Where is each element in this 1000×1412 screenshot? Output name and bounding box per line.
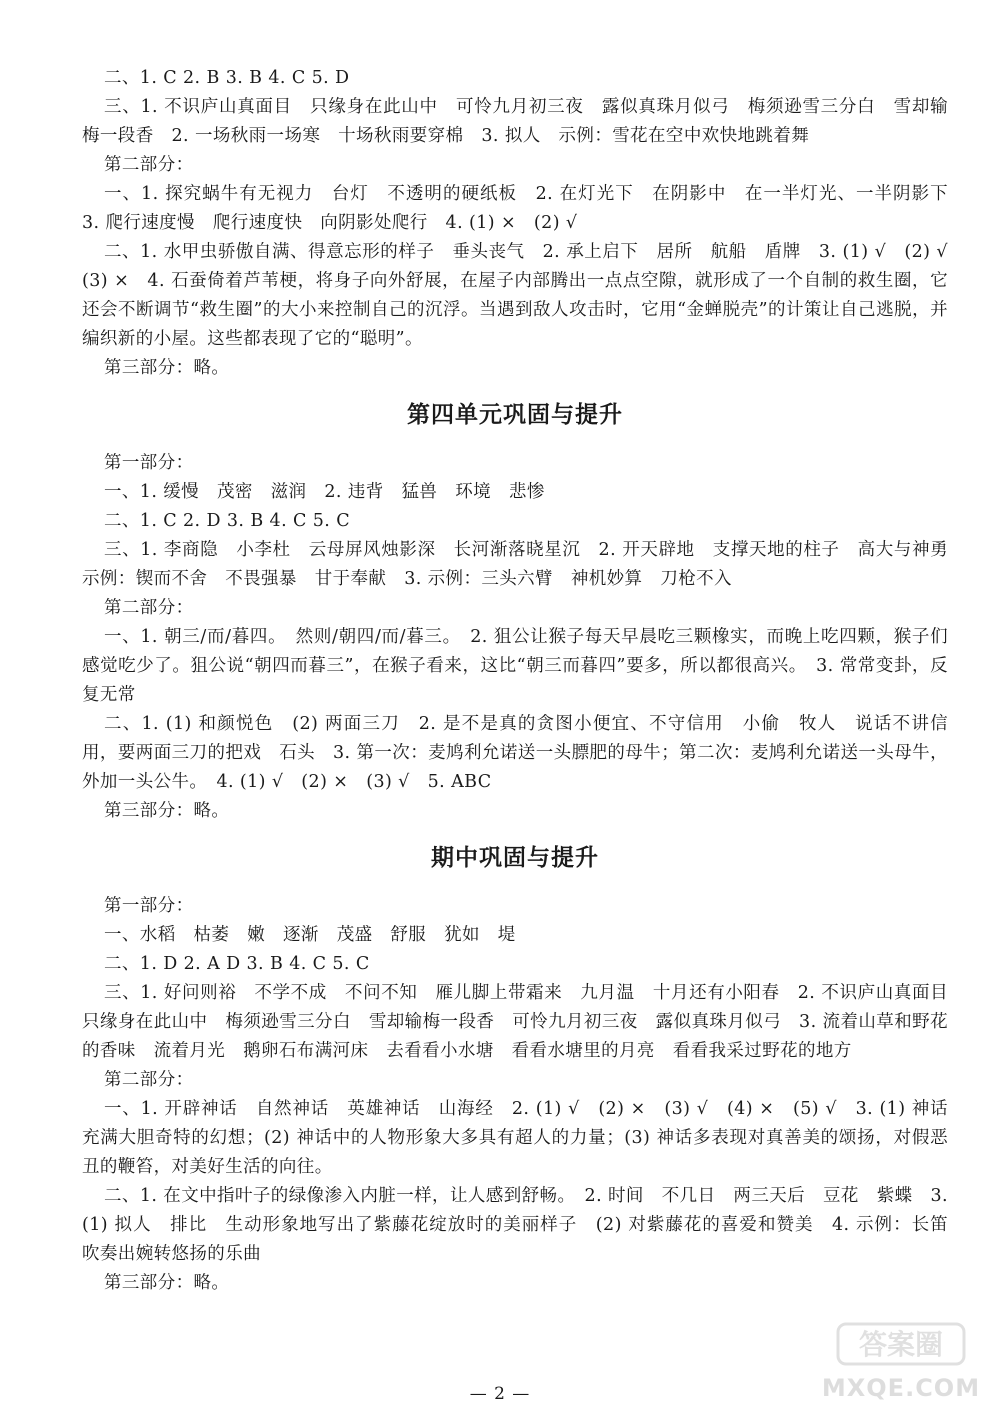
answer-line: 第二部分：	[104, 1070, 194, 1090]
answer-line: 第一部分：	[104, 453, 194, 473]
watermark-logo	[836, 1320, 966, 1368]
answer-line: 一、1. 朝三/而/暮四。 然则/朝四/而/暮三。 2. 狙公让猴子每天早晨吃三颗橡实，而晚上吃四颗，猴子们感觉吃少了。狙公说“朝四而暮三”，在猴子看来，这比“朝三而暮四”要多，所以都很高兴。 3. 常常变卦，反复无常	[82, 627, 948, 705]
section-heading: 期中巩固与提升	[431, 845, 599, 871]
watermark-logo-text: 答案圈	[858, 1328, 944, 1361]
section-heading: 第四单元巩固与提升	[407, 402, 623, 428]
answer-line: 第二部分：	[104, 155, 194, 175]
answer-line: 二、1. 在文中指叶子的绿像渗入内脏一样，让人感到舒畅。 2. 时间 不几日 两三天后 豆花 紫蝶 3. (1) 拟人 排比 生动形象地写出了紫藤花绽放时的美丽样子 (2) 对紫藤花的喜爱和赞美 4. 示例：长笛 吹奏出婉转悠扬的乐曲	[82, 1186, 966, 1264]
answer-line: 二、1. D 2. A D 3. B 4. C 5. C	[104, 954, 370, 974]
answer-line: 二、1. C 2. D 3. B 4. C 5. C	[104, 511, 351, 531]
watermark	[816, 1320, 986, 1402]
answer-line: 三、1. 不识庐山真面目 只缘身在此山中 可怜九月初三夜 露似真珠月似弓 梅须逊雪三分白 雪却输梅一段香 2. 一场秋雨一场寒 十场秋雨要穿棉 3. 拟人 示例：雪花在空中欢快地跳着舞	[82, 97, 948, 146]
answer-line: 三、1. 李商隐 小李杜 云母屏风烛影深 长河渐落晓星沉 2. 开天辟地 支撑天地的柱子 高大与神勇 示例：锲而不舍 不畏强暴 甘于奉献 3. 示例：三头六臂 神机妙算 刀枪不入	[82, 540, 966, 589]
answer-line: 第三部分：略。	[104, 358, 230, 378]
answer-line: 一、1. 开辟神话 自然神话 英雄神话 山海经 2. (1) √ (2) × (3) √ (4) × (5) √ 3. (1) 神话充满大胆奇特的幻想；(2) 神话中的人物形象大多具有超人的力量；(3) 神话多表现对真善美的颂扬，对假恶丑的鞭笞，对美好生活的向往。	[82, 1099, 948, 1177]
watermark-text: MXQE.COM	[821, 1374, 981, 1402]
answer-line: 第三部分：略。	[104, 1273, 230, 1293]
answer-line: 一、1. 探究蜗牛有无视力 台灯 不透明的硬纸板 2. 在灯光下 在阴影中 在一半灯光、一半阴影下 3. 爬行速度慢 爬行速度快 向阴影处爬行 4. (1) × (2) √	[82, 184, 966, 233]
answer-line: 一、1. 缓慢 茂密 滋润 2. 违背 猛兽 环境 悲惨	[104, 482, 545, 502]
page-number: — 2 —	[469, 1384, 531, 1404]
answer-line: 第三部分：略。	[104, 801, 230, 821]
answer-line: 第二部分：	[104, 598, 194, 618]
page-content	[82, 64, 966, 1298]
answer-line: 三、1. 好问则裕 不学不成 不问不知 雁儿脚上带霜来 九月温 十月还有小阳春 2. 不识庐山真面目 只缘身在此山中 梅须逊雪三分白 雪却输梅一段香 可怜九月初三夜 露似真珠月似弓 3. 流着山草和野花的香味 流着月光 鹅卵石布满河床 去看看小水塘 看看水塘里的月亮 看看我采过野花的地方	[82, 983, 966, 1061]
answer-line: 第一部分：	[104, 896, 194, 916]
answer-line: 二、1. C 2. B 3. B 4. C 5. D	[104, 68, 350, 88]
answer-line: 二、1. (1) 和颜悦色 (2) 两面三刀 2. 是不是真的贪图小便宜、不守信用 小偷 牧人 说话不讲信用，要两面三刀的把戏 石头 3. 第一次：麦鸠利允诺送一头膘肥的母牛；第二次：麦鸠利允诺送一头母牛，外加一头公牛。 4. (1) √ (2) × (3) √ 5. ABC	[82, 714, 948, 792]
answer-line: 一、水稻 枯萎 嫩 逐渐 茂盛 舒服 犹如 堤	[104, 925, 516, 945]
answer-line: 二、1. 水甲虫骄傲自满、得意忘形的样子 垂头丧气 2. 承上启下 居所 航船 盾牌 3. (1) √ (2) √ (3) × 4. 石蚕倚着芦苇梗，将身子向外舒展，在屋子内部腾出一点点空隙，就形成了一个自制的救生圈，它还会不断调节“救生圈”的大小来控制自己的沉浮。当遇到敌人攻击时，它用“金蝉脱壳”的计策让自己逃脱，并编织新的小屋。这些都表现了它的“聪明”。	[82, 242, 966, 349]
